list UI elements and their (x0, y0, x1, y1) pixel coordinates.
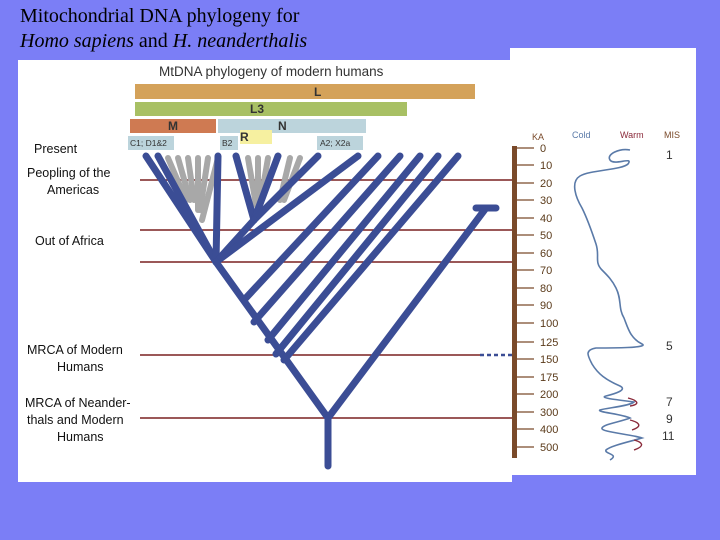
label-present: Present (34, 142, 78, 156)
tip-c1d: C1; D1&2 (130, 138, 167, 148)
phylogeny-figure (18, 60, 512, 482)
bar-L3 (135, 102, 407, 116)
event-labels (25, 142, 131, 444)
ka-ticks (517, 148, 534, 447)
ka-label-500: 500 (540, 442, 559, 454)
label-mrca-neander-3: Humans (57, 430, 104, 444)
mis-stage-7: 7 (666, 395, 673, 409)
ka-label-20: 20 (540, 178, 553, 190)
mis-stage-9: 9 (666, 412, 673, 426)
bar-L3-label: L3 (250, 102, 265, 116)
climate-svg (510, 48, 696, 475)
bar-L-label: L (314, 85, 322, 99)
bar-L (135, 84, 475, 99)
cold-label: Cold (572, 130, 591, 140)
ka-label-100: 100 (540, 318, 559, 330)
ka-label-300: 300 (540, 407, 559, 419)
ka-label-200: 200 (540, 389, 559, 401)
mis-label: MIS (664, 130, 681, 140)
ka-label-60: 60 (540, 248, 553, 260)
ka-label: KA (532, 132, 545, 142)
ka-label-40: 40 (540, 213, 553, 225)
mis-stage-labels (662, 148, 675, 443)
label-peopling-1: Peopling of the (27, 166, 111, 180)
label-mrca-modern-1: MRCA of Modern (27, 343, 123, 357)
slide-title-line2 (20, 29, 307, 54)
tip-a2x2a: A2; X2a (320, 138, 351, 148)
tree-branch (216, 156, 218, 262)
slide-title-line1: Mitochondrial DNA phylogeny for (20, 5, 300, 27)
figure-heading: MtDNA phylogeny of modern humans (159, 64, 384, 79)
ka-label-125: 125 (540, 337, 559, 349)
warm-label: Warm (620, 130, 644, 140)
mis-stage-1: 1 (666, 148, 673, 162)
ka-label-150: 150 (540, 354, 559, 366)
bar-M-label: M (168, 119, 178, 133)
ka-label-80: 80 (540, 283, 553, 295)
ka-label-50: 50 (540, 230, 553, 242)
label-out-of-africa: Out of Africa (35, 234, 104, 248)
mis-stage-5: 5 (666, 339, 673, 353)
title-species-b: H. neanderthalis (172, 30, 308, 52)
phylogeny-svg (18, 60, 512, 482)
climate-panel (510, 48, 696, 475)
tip-b2: B2 (222, 138, 233, 148)
climate-curve (575, 150, 643, 460)
ka-label-70: 70 (540, 265, 553, 277)
mis-stage-11: 11 (662, 429, 675, 443)
ka-label-0: 0 (540, 143, 547, 155)
label-peopling-2: Americas (47, 183, 100, 197)
bar-N-label: N (278, 119, 287, 133)
ka-label-175: 175 (540, 372, 559, 384)
ka-label-10: 10 (540, 160, 553, 172)
label-mrca-neander-1: MRCA of Neander- (25, 396, 131, 410)
ka-ruler-bar (512, 146, 517, 458)
ka-label-90: 90 (540, 300, 553, 312)
ka-label-400: 400 (540, 424, 559, 436)
title-species-a: Homo sapiens (20, 30, 134, 52)
tree-branch (276, 156, 438, 354)
label-mrca-modern-2: Humans (57, 360, 104, 374)
slide-title (20, 4, 307, 54)
ka-tick-labels (540, 143, 558, 454)
climate-curve-warm (628, 398, 642, 450)
title-conjunction: and (133, 30, 173, 52)
label-mrca-neander-2: thals and Modern (27, 413, 124, 427)
bar-R-label: R (240, 130, 249, 144)
ka-label-30: 30 (540, 195, 553, 207)
